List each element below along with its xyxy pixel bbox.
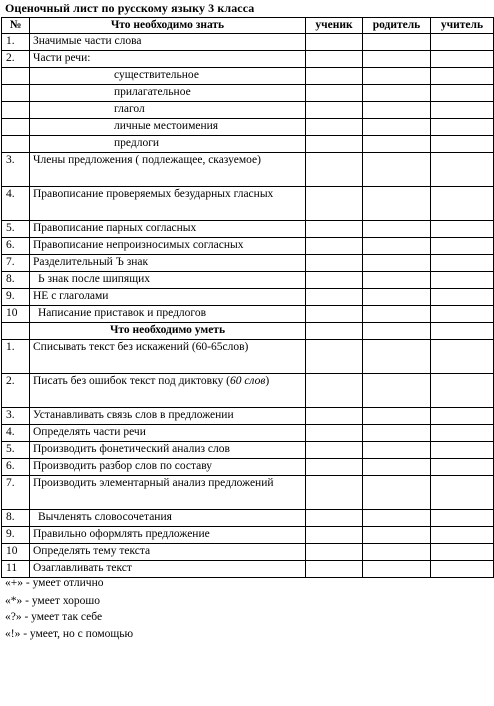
table-row: 8. Вычленять словосочетания	[2, 510, 494, 527]
parent-cell[interactable]	[363, 221, 431, 238]
teacher-cell[interactable]	[431, 442, 494, 459]
student-cell[interactable]	[306, 221, 363, 238]
teacher-cell[interactable]	[431, 85, 494, 102]
table-row: прилагательное	[2, 85, 494, 102]
page-title: Оценочный лист по русскому языку 3 класса	[5, 1, 255, 15]
parent-cell[interactable]	[363, 51, 431, 68]
student-cell[interactable]	[306, 102, 363, 119]
table-row: 10 Написание приставок и предлогов	[2, 306, 494, 323]
student-cell[interactable]	[306, 68, 363, 85]
parent-cell[interactable]	[363, 136, 431, 153]
teacher-cell[interactable]	[431, 408, 494, 425]
student-cell[interactable]	[306, 34, 363, 51]
teacher-cell[interactable]	[431, 272, 494, 289]
col-num: №	[2, 18, 30, 34]
skills-header: Что необходимо уметь	[30, 323, 306, 340]
teacher-cell[interactable]	[431, 510, 494, 527]
parent-cell[interactable]	[363, 68, 431, 85]
parent-cell[interactable]	[363, 255, 431, 272]
student-cell[interactable]	[306, 527, 363, 544]
parent-cell[interactable]	[363, 306, 431, 323]
parent-cell[interactable]	[363, 425, 431, 442]
table-row: 5. Производить фонетический анализ слов	[2, 442, 494, 459]
table-row: 10 Определять тему текста	[2, 544, 494, 561]
teacher-cell[interactable]	[431, 527, 494, 544]
teacher-cell[interactable]	[431, 476, 494, 510]
teacher-cell[interactable]	[431, 306, 494, 323]
table-row: 11 Озаглавливать текст	[2, 561, 494, 578]
parent-cell[interactable]	[363, 34, 431, 51]
student-cell[interactable]	[306, 561, 363, 578]
teacher-cell[interactable]	[431, 425, 494, 442]
student-cell[interactable]	[306, 153, 363, 187]
parent-cell[interactable]	[363, 459, 431, 476]
table-row: предлоги	[2, 136, 494, 153]
parent-cell[interactable]	[363, 119, 431, 136]
table-row: 6. Правописание непроизносимых согласных	[2, 238, 494, 255]
parent-cell[interactable]	[363, 527, 431, 544]
student-cell[interactable]	[306, 289, 363, 306]
teacher-cell[interactable]	[431, 459, 494, 476]
student-cell[interactable]	[306, 374, 363, 408]
student-cell[interactable]	[306, 510, 363, 527]
parent-cell[interactable]	[363, 510, 431, 527]
teacher-cell[interactable]	[431, 136, 494, 153]
table-row: 3. Члены предложения ( подлежащее, сказуемое)	[2, 153, 494, 187]
parent-cell[interactable]	[363, 442, 431, 459]
col-student: ученик	[306, 18, 363, 34]
table-row: существительное	[2, 68, 494, 85]
table-row: 9. Правильно оформлять предложение	[2, 527, 494, 544]
student-cell[interactable]	[306, 425, 363, 442]
parent-cell[interactable]	[363, 561, 431, 578]
table-row: 5. Правописание парных согласных	[2, 221, 494, 238]
teacher-cell[interactable]	[431, 68, 494, 85]
table-row: 4. Определять части речи	[2, 425, 494, 442]
parent-cell[interactable]	[363, 544, 431, 561]
parent-cell[interactable]	[363, 238, 431, 255]
student-cell[interactable]	[306, 51, 363, 68]
student-cell[interactable]	[306, 408, 363, 425]
col-what: Что необходимо знать	[30, 18, 306, 34]
student-cell[interactable]	[306, 255, 363, 272]
teacher-cell[interactable]	[431, 102, 494, 119]
teacher-cell[interactable]	[431, 153, 494, 187]
teacher-cell[interactable]	[431, 51, 494, 68]
parent-cell[interactable]	[363, 408, 431, 425]
teacher-cell[interactable]	[431, 561, 494, 578]
parent-cell[interactable]	[363, 340, 431, 374]
teacher-cell[interactable]	[431, 187, 494, 221]
teacher-cell[interactable]	[431, 255, 494, 272]
parent-cell[interactable]	[363, 102, 431, 119]
parent-cell[interactable]	[363, 153, 431, 187]
student-cell[interactable]	[306, 340, 363, 374]
student-cell[interactable]	[306, 85, 363, 102]
parent-cell[interactable]	[363, 476, 431, 510]
assessment-table	[1, 17, 494, 578]
table-row: 6. Производить разбор слов по составу	[2, 459, 494, 476]
teacher-cell[interactable]	[431, 374, 494, 408]
table-row: глагол	[2, 102, 494, 119]
student-cell[interactable]	[306, 272, 363, 289]
parent-cell[interactable]	[363, 272, 431, 289]
table-row: 8. Ь знак после шипящих	[2, 272, 494, 289]
table-row: личные местоимения	[2, 119, 494, 136]
col-teacher: учитель	[431, 18, 494, 34]
table-row: 9. НЕ с глаголами	[2, 289, 494, 306]
student-cell[interactable]	[306, 476, 363, 510]
table-row: 7. Производить элементарный анализ предложений	[2, 476, 494, 510]
section-header-row	[2, 323, 494, 340]
teacher-cell[interactable]	[431, 238, 494, 255]
legend-so-so: «?» - умеет так себе	[5, 611, 103, 623]
parent-cell[interactable]	[363, 289, 431, 306]
table-row: 1. Значимые части слова	[2, 34, 494, 51]
parent-cell[interactable]	[363, 187, 431, 221]
student-cell[interactable]	[306, 238, 363, 255]
teacher-cell[interactable]	[431, 34, 494, 51]
table-row: 2. Писать без ошибок текст под диктовку (60 слов)	[2, 374, 494, 408]
table-row: 3. Устанавливать связь слов в предложении	[2, 408, 494, 425]
student-cell[interactable]	[306, 544, 363, 561]
table-row: 1. Списывать текст без искажений (60-65слов)	[2, 340, 494, 374]
student-cell[interactable]	[306, 306, 363, 323]
parent-cell[interactable]	[363, 85, 431, 102]
teacher-cell[interactable]	[431, 289, 494, 306]
student-cell[interactable]	[306, 459, 363, 476]
table-row: 4. Правописание проверяемых безударных гласных	[2, 187, 494, 221]
header-row	[2, 18, 494, 34]
col-parent: родитель	[363, 18, 431, 34]
table-row: 7. Разделительный Ъ знак	[2, 255, 494, 272]
teacher-cell[interactable]	[431, 221, 494, 238]
legend-with-help: «!» - умеет, но с помощью	[5, 628, 134, 640]
student-cell[interactable]	[306, 442, 363, 459]
legend-good: «*» - умеет хорошо	[5, 595, 100, 607]
table-row: 2. Части речи:	[2, 51, 494, 68]
teacher-cell[interactable]	[431, 119, 494, 136]
student-cell[interactable]	[306, 187, 363, 221]
student-cell[interactable]	[306, 136, 363, 153]
teacher-cell[interactable]	[431, 340, 494, 374]
parent-cell[interactable]	[363, 374, 431, 408]
teacher-cell[interactable]	[431, 544, 494, 561]
student-cell[interactable]	[306, 119, 363, 136]
legend-excellent: «+» - умеет отлично	[5, 577, 104, 589]
